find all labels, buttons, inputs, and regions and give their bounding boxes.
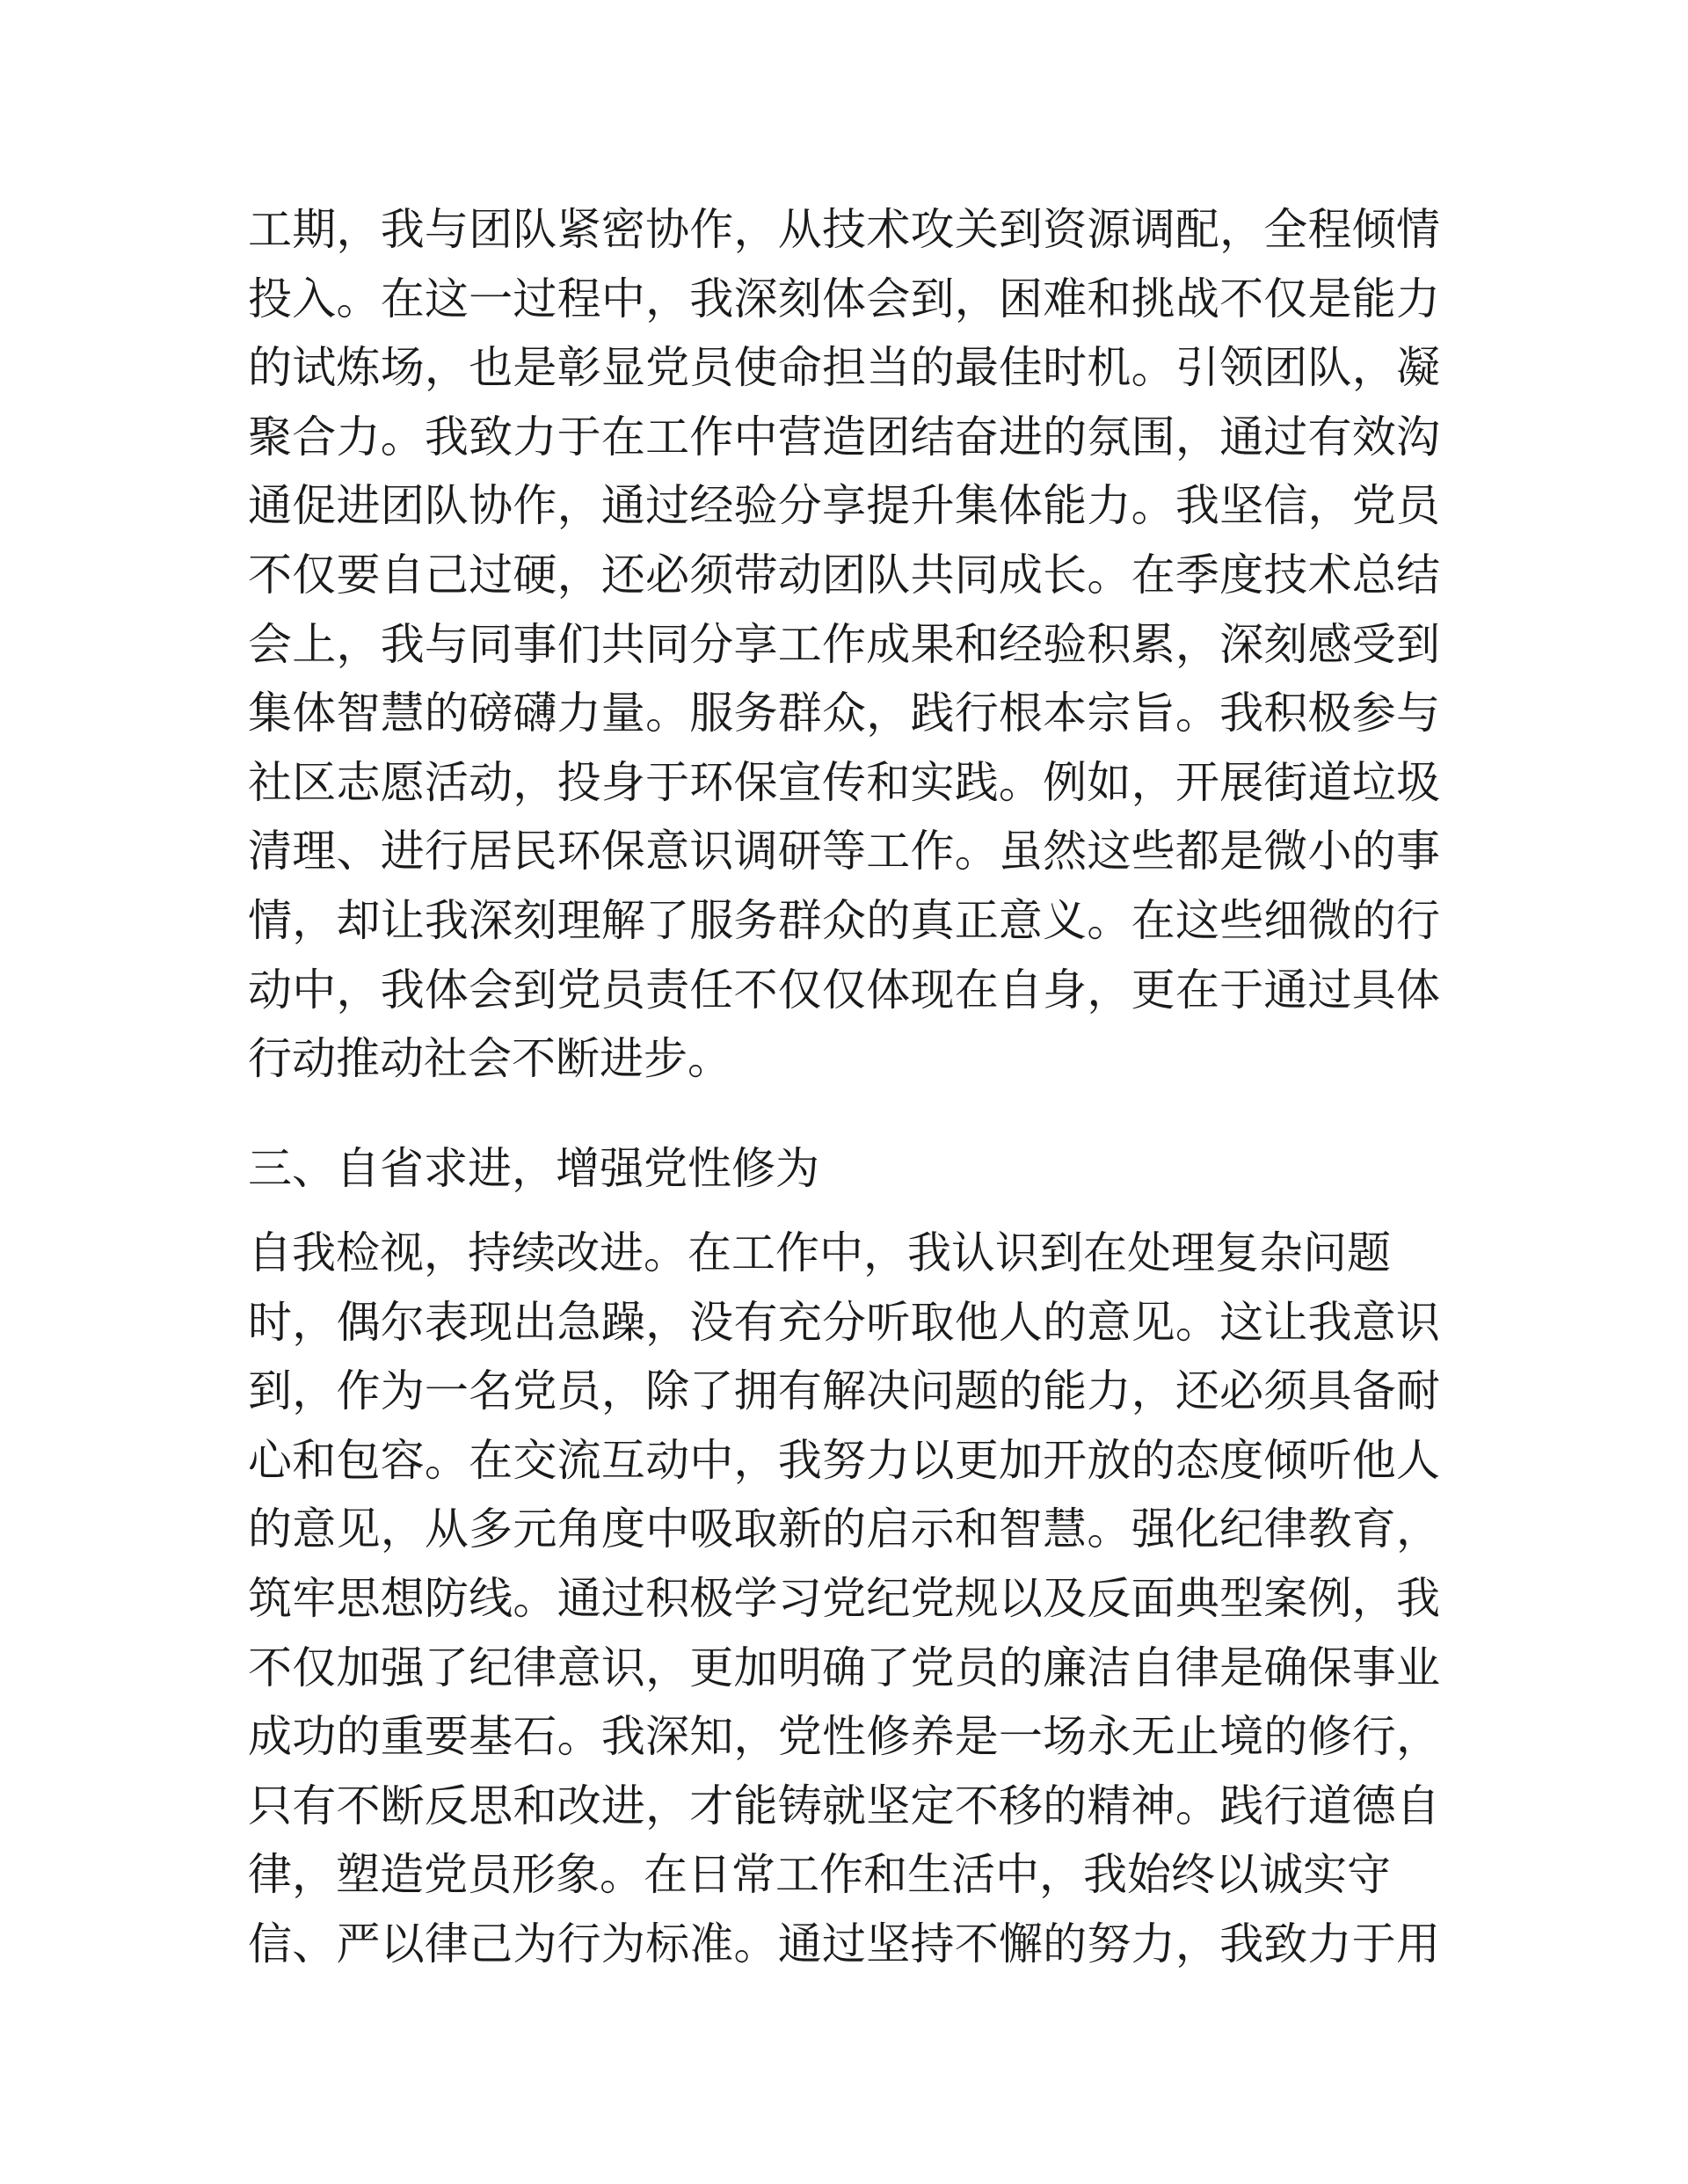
paragraph-line: 会上，我与同事们共同分享工作成果和经验积累，深刻感受到 <box>248 618 1440 670</box>
paragraph-line: 只有不断反思和改进，才能铸就坚定不移的精神。践行道德自 <box>248 1780 1440 1831</box>
paragraph-line: 聚合力。我致力于在工作中营造团结奋进的氛围，通过有效沟 <box>248 411 1440 462</box>
paragraph-line: 工期，我与团队紧密协作，从技术攻关到资源调配，全程倾情 <box>248 204 1440 255</box>
section-heading-text: 三、自省求进，增强党性修为 <box>248 1143 819 1194</box>
paragraph-line: 心和包容。在交流互动中，我努力以更加开放的态度倾听他人 <box>248 1434 1440 1486</box>
paragraph-line: 不仅要自己过硬，还必须带动团队共同成长。在季度技术总结 <box>248 549 1440 601</box>
paragraph-line: 情，却让我深刻理解了服务群众的真正意义。在这些细微的行 <box>248 894 1440 946</box>
paragraph-line: 不仅加强了纪律意识，更加明确了党员的廉洁自律是确保事业 <box>248 1642 1440 1693</box>
section-heading-3 <box>248 1134 1440 1204</box>
paragraph-line: 筑牢思想防线。通过积极学习党纪党规以及反面典型案例，我 <box>248 1572 1440 1624</box>
paragraph-line: 集体智慧的磅礴力量。服务群众，践行根本宗旨。我积极参与 <box>248 688 1440 739</box>
paragraph-line: 成功的重要基石。我深知，党性修养是一场永无止境的修行， <box>248 1711 1440 1763</box>
paragraph-line: 清理、进行居民环保意识调研等工作。虽然这些都是微小的事 <box>248 826 1440 877</box>
body-paragraph-1 <box>248 195 1440 1094</box>
paragraph-line: 投入。在这一过程中，我深刻体会到，困难和挑战不仅是能力 <box>248 273 1440 324</box>
paragraph-line: 到，作为一名党员，除了拥有解决问题的能力，还必须具备耐 <box>248 1365 1440 1417</box>
paragraph-line: 的意见，从多元角度中吸取新的启示和智慧。强化纪律教育， <box>248 1503 1440 1555</box>
paragraph-line: 信、严以律己为行为标准。通过坚持不懈的努力，我致力于用 <box>248 1918 1440 1969</box>
paragraph-line: 的试炼场，也是彰显党员使命担当的最佳时机。引领团队，凝 <box>248 342 1440 394</box>
paragraph-line: 律，塑造党员形象。在日常工作和生活中，我始终以诚实守 <box>248 1849 1391 1901</box>
paragraph-line: 自我检视，持续改进。在工作中，我认识到在处理复杂问题 <box>248 1227 1391 1278</box>
body-paragraph-2 <box>248 1219 1440 1979</box>
paragraph-line: 时，偶尔表现出急躁，没有充分听取他人的意见。这让我意识 <box>248 1296 1440 1348</box>
paragraph-line: 动中，我体会到党员责任不仅仅体现在自身，更在于通过具体 <box>248 964 1440 1016</box>
paragraph-line: 社区志愿活动，投身于环保宣传和实践。例如，开展街道垃圾 <box>248 756 1440 808</box>
paragraph-line: 通促进团队协作，通过经验分享提升集体能力。我坚信，党员 <box>248 480 1440 532</box>
paragraph-line: 行动推动社会不断进步。 <box>248 1033 731 1085</box>
